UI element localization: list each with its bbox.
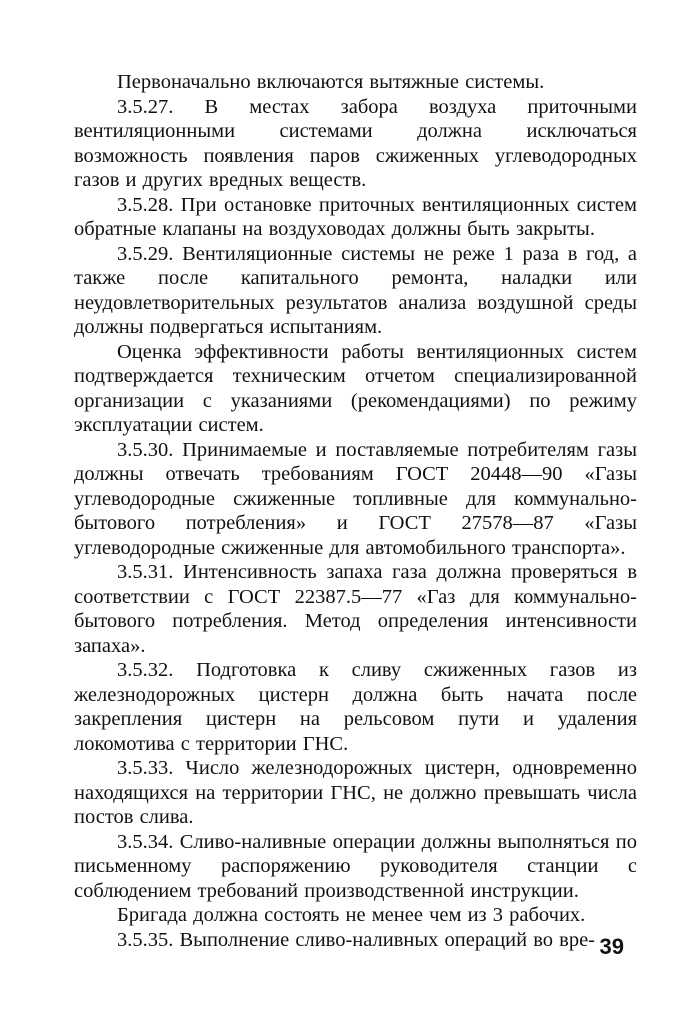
page-number: 39 [599,934,624,959]
paragraph-3-5-30: 3.5.30. Принимаемые и поставляемые потребителям газы должны отвечать требованиям ГОСТ 20448—90 «Газы углеводородные сжиженные топливные для коммунально-бытового потребления» и ГОСТ 27578—87 «Газы углеводородные сжиженные для автомобильного транспорта». [74,438,637,559]
paragraph-3-5-31: 3.5.31. Интенсивность запаха газа должна проверяться в соответствии с ГОСТ 22387.5—77 «Газ для коммунально-бытового потребления. Метод определения интенсивности запаха». [74,561,637,657]
paragraph-3-5-33: 3.5.33. Число железнодорожных цистерн, одновременно находящихся на территории ГНС, не должно превышать числа постов слива. [74,757,637,828]
paragraph-brigade: Бригада должна состоять не менее чем из 3 рабочих. [117,904,586,926]
paragraph-3-5-32: 3.5.32. Подготовка к сливу сжиженных газов из железнодорожных цистерн должна быть начата после закрепления цистерн на рельсовом пути и удаления локомотива с территории ГНС. [74,659,637,755]
paragraph-3-5-35: 3.5.35. Выполнение сливо-наливных операций во вре- [117,928,596,951]
paragraph-3-5-27: 3.5.27. В местах забора воздуха приточными вентиляционными системами должна исключаться возможность появления паров сжиженных углеводородных газов и других вредных веществ. [74,95,637,191]
paragraph-ventilation-assessment: Оценка эффективности работы вентиляционных систем подтверждается техническим отчетом специализированной организации с указаниями (рекомендациями) по режиму эксплуатации систем. [74,340,637,436]
paragraph-3-5-34: 3.5.34. Сливо-наливные операции должны выполняться по письменному распоряжению руководителя станции с соблюдением требований производственной инструкции. [74,830,637,902]
body-text [74,70,637,952]
paragraph-3-5-28: 3.5.28. При остановке приточных вентиляционных систем обратные клапаны на воздуховодах должны быть закрыты. [74,193,637,240]
paragraph-3-5-29: 3.5.29. Вентиляционные системы не реже 1 раза в год, а также после капитального ремонта, наладки или неудовлетворительных результатов анализа воздушной среды должны подвергаться испытаниям. [74,242,637,338]
paragraph-exhaust-systems: Первоначально включаются вытяжные системы. [117,71,545,93]
